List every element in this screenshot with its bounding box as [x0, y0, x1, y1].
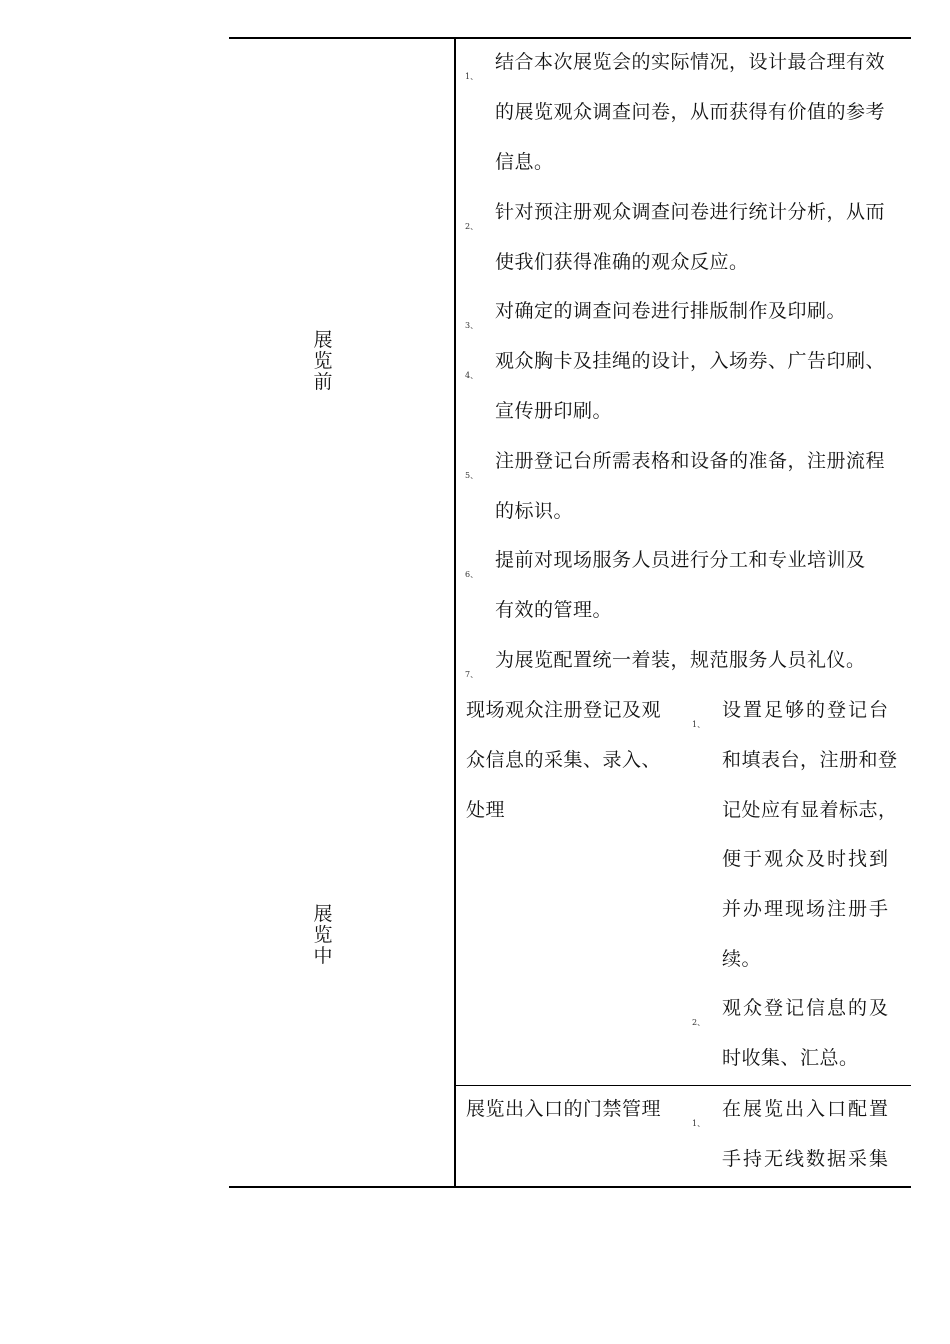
list-item-line: 为展览配置统一着装，规范服务人员礼仪。 [495, 649, 866, 671]
stage-label-before: 展览前 [313, 329, 333, 393]
list-item-line: 在展览出入口配置 [722, 1098, 891, 1120]
item-number: 7、 [465, 670, 479, 679]
item-number: 1、 [465, 72, 479, 81]
list-item-line: 针对预注册观众调查问卷进行统计分析，从而 [495, 201, 886, 223]
row-title-line: 现场观众注册登记及观 [466, 699, 662, 721]
list-item-line: 记处应有显着标志， [722, 799, 898, 821]
list-item-line: 有效的管理。 [495, 599, 613, 621]
list-item-line: 的展览观众调查问卷，从而获得有价值的参考 [495, 101, 886, 123]
list-item-line: 提前对现场服务人员进行分工和专业培训及 [495, 549, 866, 571]
row-title-line: 众信息的采集、录入、 [466, 749, 662, 771]
table-bottom-border [229, 1186, 911, 1188]
column-divider [454, 37, 456, 1188]
list-item-line: 便于观众及时找到 [722, 848, 891, 870]
list-item-line: 的标识。 [495, 500, 574, 522]
item-number: 1、 [692, 720, 706, 729]
item-number: 5、 [465, 471, 479, 480]
item-number: 2、 [692, 1018, 706, 1027]
list-item-line: 并办理现场注册手 [722, 898, 891, 920]
list-item-line: 宣传册印刷。 [495, 400, 613, 422]
list-item-line: 对确定的调查问卷进行排版制作及印刷。 [495, 300, 847, 322]
list-item-line: 观众登记信息的及 [722, 997, 891, 1019]
list-item-line: 时收集、汇总。 [722, 1047, 859, 1069]
list-item-line: 结合本次展览会的实际情况，设计最合理有效 [495, 51, 886, 73]
item-number: 6、 [465, 570, 479, 579]
item-number: 3、 [465, 321, 479, 330]
list-item-line: 观众胸卡及挂绳的设计，入场券、广告印刷、 [495, 350, 886, 372]
list-item-line: 和填表台，注册和登 [722, 749, 898, 771]
item-number: 1、 [692, 1119, 706, 1128]
item-number: 4、 [465, 371, 479, 380]
list-item-line: 手持无线数据采集 [722, 1148, 891, 1170]
list-item-line: 注册登记台所需表格和设备的准备，注册流程 [495, 450, 886, 472]
row-title-line: 处理 [466, 799, 506, 821]
row-title-line: 展览出入口的门禁管理 [466, 1098, 662, 1120]
item-number: 2、 [465, 222, 479, 231]
stage-label-during: 展览中 [313, 903, 333, 967]
list-item-line: 设置足够的登记台 [722, 699, 891, 721]
list-item-line: 续。 [722, 948, 762, 970]
list-item-line: 信息。 [495, 151, 554, 173]
list-item-line: 使我们获得准确的观众反应。 [495, 251, 749, 273]
